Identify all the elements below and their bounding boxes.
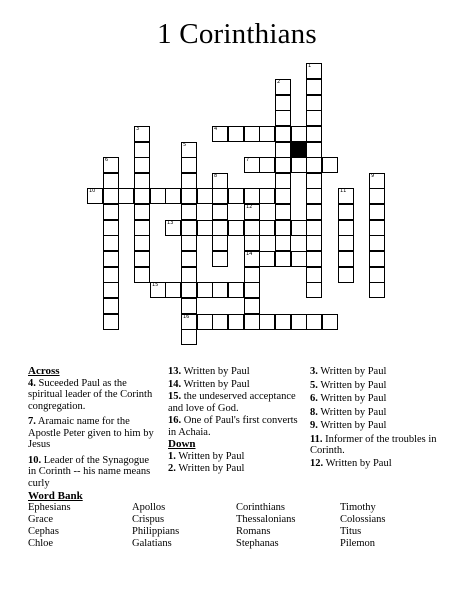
- grid-cell[interactable]: [244, 157, 260, 173]
- grid-cell[interactable]: [306, 282, 322, 298]
- grid-cell[interactable]: [306, 110, 322, 126]
- grid-cell[interactable]: [369, 220, 385, 236]
- cell-number: 11: [340, 188, 347, 194]
- grid-cell[interactable]: [87, 188, 103, 204]
- clue-across-15: 15. the undeserved acceptance and love of God.: [168, 391, 296, 414]
- cell-number: 8: [214, 173, 218, 179]
- grid-cell[interactable]: [369, 267, 385, 283]
- grid-cell[interactable]: [259, 220, 275, 236]
- grid-cell[interactable]: [322, 314, 338, 330]
- grid-cell[interactable]: [306, 251, 322, 267]
- cell-number: 5: [183, 142, 187, 148]
- cell-number: 9: [371, 173, 375, 179]
- grid-cell[interactable]: [275, 314, 291, 330]
- grid-cell[interactable]: [103, 188, 119, 204]
- grid-cell[interactable]: [275, 188, 291, 204]
- black-square: [291, 142, 307, 158]
- grid-cell[interactable]: [244, 282, 260, 298]
- grid-cell[interactable]: [103, 235, 119, 251]
- grid-cell[interactable]: [134, 220, 150, 236]
- word-bank-item: Timothy: [340, 502, 376, 513]
- grid-cell[interactable]: [244, 298, 260, 314]
- word-bank-item: Philippians: [132, 526, 180, 537]
- word-bank-item: Pilemon: [340, 538, 376, 549]
- grid-cell[interactable]: [197, 314, 213, 330]
- grid-cell[interactable]: [212, 204, 228, 220]
- grid-cell[interactable]: [259, 251, 275, 267]
- cell-number: 1: [308, 63, 312, 69]
- grid-cell[interactable]: [291, 126, 307, 142]
- grid-cell[interactable]: [197, 220, 213, 236]
- word-bank-item: Cephas: [28, 526, 59, 537]
- word-bank: [28, 490, 468, 549]
- grid-cell[interactable]: [197, 188, 213, 204]
- grid-cell[interactable]: [338, 188, 354, 204]
- grid-cell[interactable]: [134, 173, 150, 189]
- grid-cell[interactable]: [150, 188, 166, 204]
- grid-cell[interactable]: [244, 235, 260, 251]
- grid-cell[interactable]: [306, 314, 322, 330]
- grid-cell[interactable]: [306, 95, 322, 111]
- grid-cell[interactable]: [259, 314, 275, 330]
- grid-cell[interactable]: [103, 282, 119, 298]
- grid-cell[interactable]: [181, 173, 197, 189]
- grid-cell[interactable]: [369, 235, 385, 251]
- grid-cell[interactable]: [212, 235, 228, 251]
- grid-cell[interactable]: [338, 220, 354, 236]
- word-bank-item: Crispus: [132, 514, 165, 525]
- grid-cell[interactable]: [181, 251, 197, 267]
- grid-cell[interactable]: [212, 314, 228, 330]
- grid-cell[interactable]: [212, 251, 228, 267]
- grid-cell[interactable]: [306, 79, 322, 95]
- grid-cell[interactable]: [306, 267, 322, 283]
- grid-cell[interactable]: [244, 188, 260, 204]
- grid-cell[interactable]: [134, 157, 150, 173]
- grid-cell[interactable]: [259, 157, 275, 173]
- clue-down-8: 8. Written by Paul: [310, 406, 387, 418]
- clue-across-10: 10. Leader of the Synagogue in Corinth -- his name means curly: [28, 454, 151, 489]
- clue-down-5: 5. Written by Paul: [310, 379, 387, 391]
- clue-down-6: 6. Written by Paul: [310, 393, 387, 404]
- grid-cell[interactable]: [165, 282, 181, 298]
- grid-cell[interactable]: [369, 282, 385, 298]
- grid-cell[interactable]: [103, 204, 119, 220]
- grid-cell[interactable]: [275, 204, 291, 220]
- cell-number: 4: [214, 126, 218, 132]
- clue-down-3: 3. Written by Paul: [310, 366, 387, 377]
- clue-across-13: 13. Written by Paul: [168, 366, 250, 377]
- grid-cell[interactable]: [275, 79, 291, 95]
- grid-cell[interactable]: [291, 220, 307, 236]
- grid-cell[interactable]: [181, 204, 197, 220]
- grid-cell[interactable]: [103, 157, 119, 173]
- grid-cell[interactable]: [338, 251, 354, 267]
- grid-cell[interactable]: [291, 314, 307, 330]
- grid-cell[interactable]: [212, 220, 228, 236]
- grid-cell[interactable]: [369, 204, 385, 220]
- grid-cell[interactable]: [181, 282, 197, 298]
- clues-middle: [168, 366, 306, 476]
- across-heading: Across: [28, 365, 60, 377]
- grid-cell[interactable]: [338, 267, 354, 283]
- grid-cell[interactable]: [306, 157, 322, 173]
- word-bank-item: Stephanas: [236, 538, 279, 549]
- grid-cell[interactable]: [306, 188, 322, 204]
- grid-cell[interactable]: [103, 220, 119, 236]
- cell-number: 15: [152, 282, 159, 288]
- grid-cell[interactable]: [134, 251, 150, 267]
- grid-cell[interactable]: [134, 204, 150, 220]
- word-bank-item: Chloe: [28, 538, 54, 549]
- grid-cell[interactable]: [291, 157, 307, 173]
- word-bank-item: Ephesians: [28, 502, 71, 513]
- puzzle-title: 1 Corinthians: [157, 18, 317, 50]
- clue-across-16: 16. One of Paul's first converts in Achaia.: [168, 415, 298, 438]
- grid-cell[interactable]: [306, 220, 322, 236]
- grid-cell[interactable]: [212, 188, 228, 204]
- grid-cell[interactable]: [134, 126, 150, 142]
- word-bank-list: [28, 502, 468, 549]
- down-heading: Down: [168, 438, 196, 450]
- grid-cell[interactable]: [103, 314, 119, 330]
- grid-cell[interactable]: [275, 173, 291, 189]
- grid-cell[interactable]: [103, 298, 119, 314]
- cell-number: 14: [246, 251, 253, 257]
- grid-cell[interactable]: [228, 282, 244, 298]
- grid-cell[interactable]: [228, 220, 244, 236]
- grid-cell[interactable]: [275, 142, 291, 158]
- cell-number: 6: [105, 157, 109, 163]
- grid-cell[interactable]: [197, 282, 213, 298]
- cell-number: 3: [136, 126, 140, 132]
- grid-cell[interactable]: [275, 110, 291, 126]
- grid-cell[interactable]: [244, 267, 260, 283]
- cell-number: 13: [167, 220, 174, 226]
- grid-cell[interactable]: [369, 251, 385, 267]
- grid-cell[interactable]: [228, 188, 244, 204]
- grid-cell[interactable]: [306, 142, 322, 158]
- across-clues-left: [28, 366, 156, 493]
- clue-down-1: 1. Written by Paul: [168, 450, 245, 462]
- grid-cell[interactable]: [181, 235, 197, 251]
- clue-across-7: 7. Aramaic name for the Apostle Peter given to him by Jesus: [28, 416, 154, 450]
- grid-cell[interactable]: [259, 188, 275, 204]
- down-clues-right: [310, 366, 460, 473]
- word-bank-item: Corinthians: [236, 502, 285, 513]
- grid-cell[interactable]: [181, 220, 197, 236]
- grid-cell[interactable]: [134, 142, 150, 158]
- grid-cell[interactable]: [244, 220, 260, 236]
- grid-cell[interactable]: [150, 282, 166, 298]
- grid-cell[interactable]: [244, 204, 260, 220]
- grid-cell[interactable]: [244, 251, 260, 267]
- grid-cell[interactable]: [369, 188, 385, 204]
- cell-number: 10: [89, 188, 96, 194]
- cell-number: 16: [183, 314, 190, 320]
- grid-cell[interactable]: [134, 235, 150, 251]
- word-bank-item: Colossians: [340, 514, 386, 525]
- grid-cell[interactable]: [181, 142, 197, 158]
- grid-cell[interactable]: [181, 157, 197, 173]
- grid-cell[interactable]: [322, 157, 338, 173]
- grid-cell[interactable]: [181, 298, 197, 314]
- clue-across-4: 4. Suceeded Paul as the spiritual leader of the Corinth congregation.: [28, 377, 153, 412]
- grid-cell[interactable]: [228, 314, 244, 330]
- grid-cell[interactable]: [275, 235, 291, 251]
- grid-cell[interactable]: [275, 251, 291, 267]
- grid-cell[interactable]: [181, 188, 197, 204]
- grid-cell[interactable]: [181, 314, 197, 330]
- clue-across-14: 14. Written by Paul: [168, 378, 250, 390]
- grid-cell[interactable]: [306, 173, 322, 189]
- grid-cell[interactable]: [275, 220, 291, 236]
- grid-cell[interactable]: [134, 267, 150, 283]
- clue-down-12: 12. Written by Paul: [310, 457, 392, 469]
- word-bank-item: Grace: [28, 514, 54, 525]
- grid-cell[interactable]: [259, 126, 275, 142]
- grid-cell[interactable]: [212, 126, 228, 142]
- grid-cell[interactable]: [306, 126, 322, 142]
- grid-cell[interactable]: [306, 63, 322, 79]
- grid-cell[interactable]: [291, 251, 307, 267]
- clue-down-9: 9. Written by Paul: [310, 420, 387, 431]
- cell-number: 12: [246, 204, 253, 210]
- grid-cell[interactable]: [228, 126, 244, 142]
- grid-cell[interactable]: [103, 173, 119, 189]
- grid-cell[interactable]: [181, 329, 197, 345]
- grid-cell[interactable]: [118, 188, 134, 204]
- word-bank-item: Thessalonians: [236, 514, 296, 525]
- word-bank-item: Romans: [236, 526, 271, 537]
- grid-cell[interactable]: [275, 126, 291, 142]
- grid-cell[interactable]: [165, 220, 181, 236]
- word-bank-item: Apollos: [132, 502, 166, 513]
- grid-cell[interactable]: [275, 157, 291, 173]
- grid-cell[interactable]: [165, 188, 181, 204]
- clue-down-11: 11. Informer of the troubles in Corinth.: [310, 433, 437, 456]
- clue-down-2: 2. Written by Paul: [168, 463, 245, 474]
- grid-cell[interactable]: [275, 95, 291, 111]
- cell-number: 2: [277, 79, 281, 85]
- word-bank-heading: Word Bank: [28, 490, 83, 502]
- grid-cell[interactable]: [103, 251, 119, 267]
- grid-cell[interactable]: [103, 267, 119, 283]
- cell-number: 7: [246, 157, 250, 163]
- word-bank-item: Galatians: [132, 538, 172, 549]
- word-bank-item: Titus: [340, 526, 362, 537]
- grid-cell[interactable]: [244, 126, 260, 142]
- grid-cell[interactable]: [134, 188, 150, 204]
- grid-cell[interactable]: [338, 204, 354, 220]
- grid-cell[interactable]: [181, 267, 197, 283]
- grid-cell[interactable]: [212, 173, 228, 189]
- grid-cell[interactable]: [306, 235, 322, 251]
- grid-cell[interactable]: [212, 282, 228, 298]
- grid-cell[interactable]: [244, 314, 260, 330]
- grid-cell[interactable]: [338, 235, 354, 251]
- grid-cell[interactable]: [306, 204, 322, 220]
- grid-cell[interactable]: [369, 173, 385, 189]
